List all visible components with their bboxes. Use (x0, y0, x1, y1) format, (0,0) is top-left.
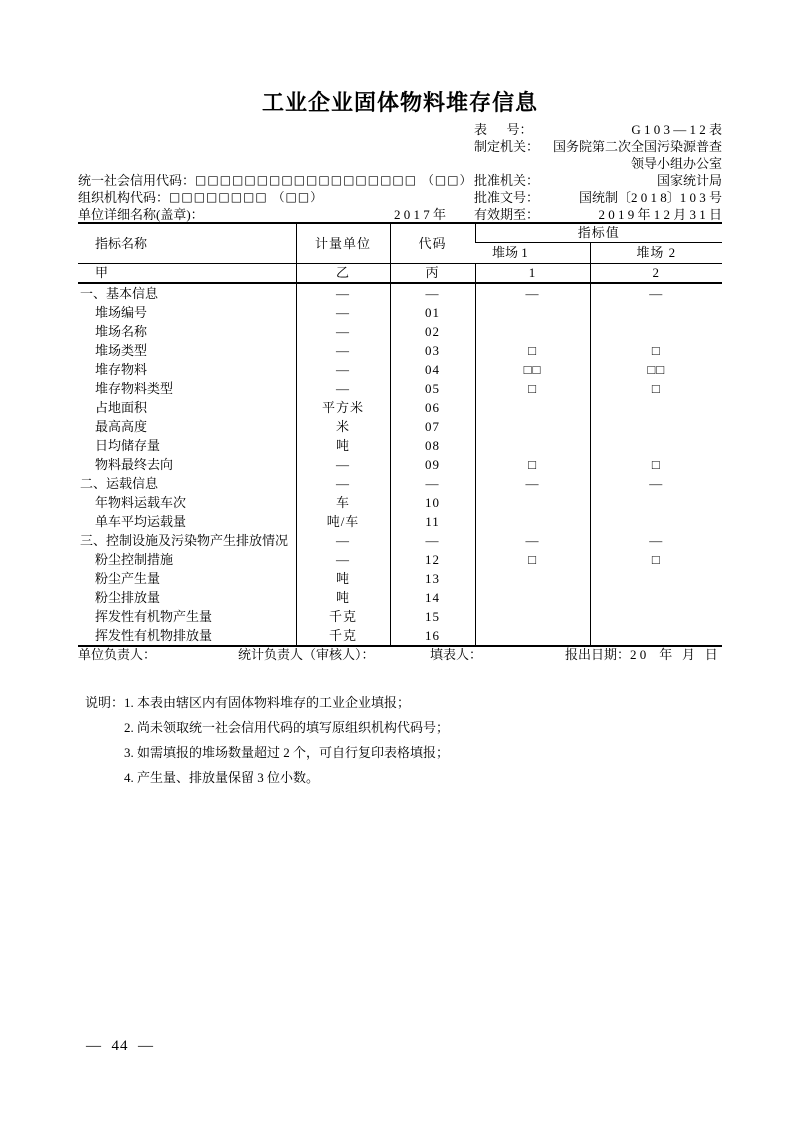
note-item: 2. 尚未领取统一社会信用代码的填写原组织机构代码号； (124, 720, 450, 735)
meta-row-unit-name (78, 206, 722, 223)
unit-cell: 车 (296, 493, 390, 512)
site1-value-cell (475, 569, 590, 588)
indicator-name-cell: 占地面积 (95, 400, 148, 415)
table-row (78, 283, 722, 303)
meta-row-org-code (78, 189, 722, 206)
code-cell: 07 (390, 417, 475, 436)
col-header-unit: 计量单位 (296, 223, 390, 264)
site1-value-cell: □□ (475, 360, 590, 379)
table-row (78, 360, 722, 379)
header-row-1 (78, 223, 722, 243)
unit-cell: 吨 (296, 588, 390, 607)
form-title: 工业企业固体物料堆存信息 (261, 90, 538, 115)
site1-value-cell (475, 512, 590, 531)
site2-value-cell (590, 436, 722, 455)
code-cell: — (390, 531, 475, 550)
note-item: 3. 如需填报的堆场数量超过 2 个，可自行复印表格填报； (124, 745, 450, 760)
site2-value-cell (590, 569, 722, 588)
valid-until-value: 2 0 1 9 年 1 2 月 3 1 日 (598, 207, 722, 222)
meta-row-form-no (78, 121, 722, 138)
preparer-label: 填表人： (430, 647, 483, 662)
code-cell: 10 (390, 493, 475, 512)
letter-cell: 乙 (296, 264, 390, 284)
site2-value-cell (590, 398, 722, 417)
indicator-name-cell: 单车平均运载量 (95, 514, 187, 529)
table-row (78, 322, 722, 341)
org-code-boxes: □□□□□□□□ （□□） (169, 190, 324, 204)
code-cell: 04 (390, 360, 475, 379)
unit-cell: 千克 (296, 626, 390, 646)
code-cell: 01 (390, 303, 475, 322)
site2-value-cell: □ (590, 379, 722, 398)
indicator-name-cell: 堆场编号 (95, 305, 148, 320)
site1-value-cell: □ (475, 341, 590, 360)
note-item: 1. 本表由辖区内有固体物料堆存的工业企业填报； (124, 695, 411, 710)
site2-value-cell (590, 607, 722, 626)
unit-cell: 吨/车 (296, 512, 390, 531)
code-cell: 11 (390, 512, 475, 531)
code-cell: 08 (390, 436, 475, 455)
indicator-name-cell: 堆场类型 (95, 343, 148, 358)
site1-value-cell (475, 417, 590, 436)
report-date-label: 报出日期：2 0 年 月 日 (565, 647, 718, 662)
indicator-name-cell: 堆场名称 (95, 324, 148, 339)
col-header-code: 代码 (390, 223, 475, 264)
unit-cell: 吨 (296, 569, 390, 588)
col-header-site2: 堆场 2 (590, 243, 722, 264)
indicator-name-cell: 粉尘产生量 (95, 571, 161, 586)
site2-value-cell: — (590, 283, 722, 303)
table-row (78, 474, 722, 493)
site2-value-cell (590, 303, 722, 322)
signature-row (78, 646, 722, 664)
unit-name-label: 单位详细名称(盖章)： (78, 207, 204, 222)
indicator-table-head (78, 223, 722, 283)
unit-cell: 米 (296, 417, 390, 436)
indicator-name-cell: 三、控制设施及污染物产生排放情况 (80, 533, 289, 548)
approver-value: 国家统计局 (656, 173, 722, 188)
unit-cell: 平方米 (296, 398, 390, 417)
unit-head-label: 单位负责人： (78, 647, 157, 662)
code-cell: 15 (390, 607, 475, 626)
meta-row-credit-code (78, 172, 722, 189)
stats-head-label: 统计负责人（审核人）： (238, 647, 375, 662)
site1-value-cell (475, 588, 590, 607)
table-row (78, 531, 722, 550)
unit-cell: — (296, 531, 390, 550)
maker-label: 制定机关： (474, 139, 540, 154)
indicator-name-cell: 年物料运载车次 (95, 495, 187, 510)
letter-cell: 2 (590, 264, 722, 284)
table-row (78, 569, 722, 588)
meta-row-maker (78, 138, 722, 155)
site1-value-cell (475, 303, 590, 322)
site1-value-cell: — (475, 474, 590, 493)
site1-value-cell: □ (475, 550, 590, 569)
table-row (78, 303, 722, 322)
site2-value-cell (590, 493, 722, 512)
meta-row-maker2 (78, 155, 722, 172)
site1-value-cell (475, 493, 590, 512)
code-cell: 16 (390, 626, 475, 646)
credit-code-boxes: □□□□□□□□□□□□□□□□□□ （□□） (195, 173, 473, 187)
indicator-name-cell: 最高高度 (95, 419, 148, 434)
unit-cell: 千克 (296, 607, 390, 626)
doc-no-value: 国统制〔2 0 1 8〕1 0 3 号 (578, 190, 722, 205)
code-cell: 13 (390, 569, 475, 588)
form-meta (78, 121, 722, 223)
site2-value-cell (590, 417, 722, 436)
indicator-name-cell: 物料最终去向 (95, 457, 174, 472)
site1-value-cell: — (475, 531, 590, 550)
indicator-table-body (78, 283, 722, 646)
note-item: 4. 产生量、排放量保留 3 位小数。 (124, 770, 320, 785)
col-header-value: 指标值 (475, 223, 722, 243)
unit-cell: — (296, 322, 390, 341)
table-row (78, 379, 722, 398)
code-cell: 14 (390, 588, 475, 607)
unit-cell: 吨 (296, 436, 390, 455)
unit-cell: — (296, 303, 390, 322)
unit-cell: — (296, 455, 390, 474)
indicator-name-cell: 挥发性有机物产生量 (95, 609, 213, 624)
code-cell: 12 (390, 550, 475, 569)
notes-block (85, 690, 715, 790)
table-row (78, 607, 722, 626)
site1-value-cell (475, 607, 590, 626)
table-row (78, 550, 722, 569)
site1-value-cell: — (475, 283, 590, 303)
form-no-value: G 1 0 3 — 1 2 表 (631, 122, 722, 137)
site2-value-cell (590, 322, 722, 341)
doc-no-label: 批准文号： (474, 190, 540, 205)
unit-cell: — (296, 474, 390, 493)
letter-cell: 丙 (390, 264, 475, 284)
org-code-label: 组织机构代码： (78, 190, 170, 205)
site2-value-cell: □ (590, 341, 722, 360)
notes-list (124, 690, 449, 790)
unit-cell: — (296, 550, 390, 569)
unit-cell: — (296, 341, 390, 360)
table-row (78, 341, 722, 360)
approver-label: 批准机关： (474, 173, 540, 188)
site2-value-cell: □ (590, 550, 722, 569)
site2-value-cell: — (590, 531, 722, 550)
unit-cell: — (296, 360, 390, 379)
form-content (78, 0, 722, 1131)
code-cell: — (390, 283, 475, 303)
col-header-site1: 堆场 1 (475, 243, 590, 264)
site2-value-cell (590, 626, 722, 646)
maker-value-line2: 领导小组办公室 (630, 156, 722, 171)
indicator-name-cell: 粉尘控制措施 (95, 552, 174, 567)
site2-value-cell: □ (590, 455, 722, 474)
col-header-indicator: 指标名称 (78, 223, 296, 264)
unit-cell: — (296, 283, 390, 303)
indicator-name-cell: 二、运载信息 (80, 476, 159, 491)
unit-cell: — (296, 379, 390, 398)
code-cell: 03 (390, 341, 475, 360)
indicator-table (78, 222, 722, 647)
site1-value-cell: □ (475, 455, 590, 474)
credit-code-label: 统一社会信用代码： (78, 173, 196, 188)
site2-value-cell: □□ (590, 360, 722, 379)
report-year: 2 0 1 7 年 (393, 207, 446, 222)
indicator-name-cell: 日均储存量 (95, 438, 161, 453)
site2-value-cell (590, 588, 722, 607)
indicator-name-cell: 粉尘排放量 (95, 590, 161, 605)
site2-value-cell: — (590, 474, 722, 493)
maker-value-line1: 国务院第二次全国污染源普查 (552, 139, 722, 154)
site1-value-cell (475, 626, 590, 646)
site1-value-cell (475, 398, 590, 417)
indicator-name-cell: 堆存物料类型 (95, 381, 174, 396)
site1-value-cell (475, 436, 590, 455)
indicator-name-cell: 堆存物料 (95, 362, 148, 377)
site1-value-cell (475, 322, 590, 341)
page-number: — 44 — (86, 1038, 154, 1054)
letter-cell: 1 (475, 264, 590, 284)
table-row (78, 512, 722, 531)
letter-cell: 甲 (78, 264, 296, 284)
form-no-label: 表 号： (474, 122, 533, 137)
indicator-name-cell: 一、基本信息 (80, 286, 159, 301)
table-row (78, 588, 722, 607)
table-row (78, 436, 722, 455)
header-row-letters (78, 264, 722, 284)
site1-value-cell: □ (475, 379, 590, 398)
table-row (78, 493, 722, 512)
code-cell: 05 (390, 379, 475, 398)
code-cell: 02 (390, 322, 475, 341)
table-row (78, 626, 722, 646)
table-row (78, 455, 722, 474)
site2-value-cell (590, 512, 722, 531)
table-row (78, 417, 722, 436)
indicator-name-cell: 挥发性有机物排放量 (95, 628, 213, 643)
code-cell: 09 (390, 455, 475, 474)
table-row (78, 398, 722, 417)
code-cell: 06 (390, 398, 475, 417)
valid-until-label: 有效期至： (474, 207, 540, 222)
notes-label: 说明： (85, 695, 125, 710)
code-cell: — (390, 474, 475, 493)
